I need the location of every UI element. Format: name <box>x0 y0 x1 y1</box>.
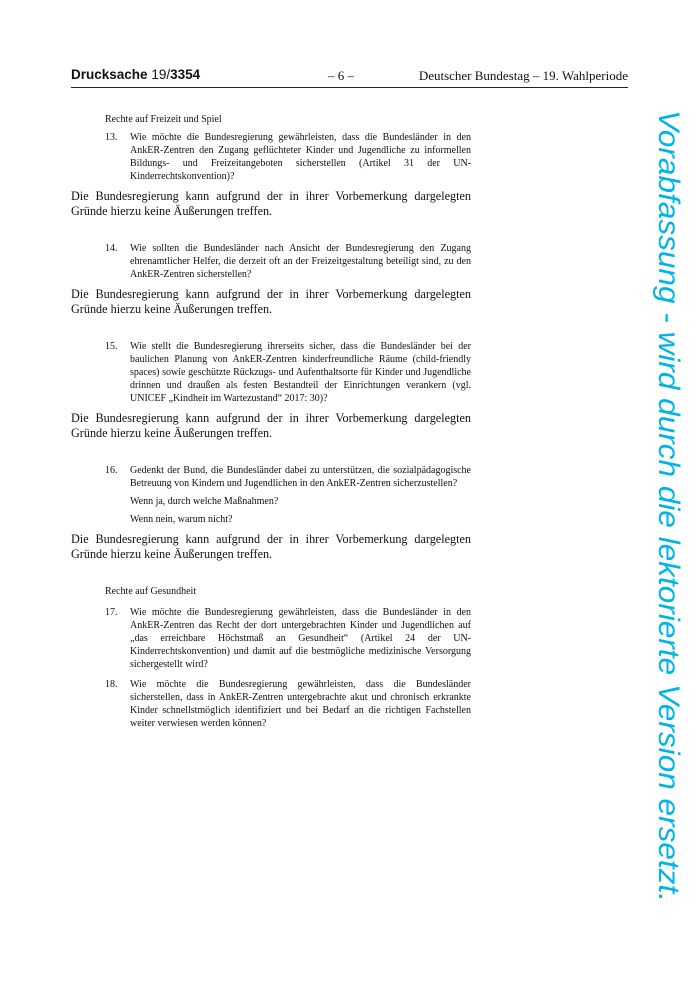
doc-number-prefix: 19/ <box>151 67 171 82</box>
answer-15: Die Bundesregierung kann aufgrund der in ihrer Vorbemerkung dargelegten Gründe hierzu keine Äußerungen treffen. <box>71 411 471 440</box>
doc-number: 3354 <box>170 67 201 82</box>
answer-14: Die Bundesregierung kann aufgrund der in ihrer Vorbemerkung dargelegten Gründe hierzu keine Äußerungen treffen. <box>71 287 471 316</box>
question-text: Wie sollten die Bundesländer nach Ansicht der Bundesregierung den Zugang ehrenamtlicher Helfer, die derzeit oft an der Freizeitgestaltung beteiligt sind, zu den AnkER-Zentren sicherstellen? <box>130 243 471 280</box>
page-header <box>71 67 628 88</box>
question-14 <box>71 242 471 281</box>
document-body <box>71 113 471 730</box>
section-heading: Rechte auf Freizeit und Spiel <box>105 114 222 125</box>
question-16 <box>71 464 471 526</box>
question-text: Wie möchte die Bundesregierung gewährleisten, dass die Bundesländer in den AnkER-Zentren das Recht der dort untergebrachten Kinder und Jugendlichen auf „das erreichbare Höchstmaß an Gesundheit“ (Artikel 24 der UN-Kinderrechtskonvention) und damit auf die bestmögliche medizinische Versorgung sichergestellt wird? <box>130 607 471 670</box>
question-13 <box>71 131 471 183</box>
watermark-text: Vorabfassung - wird durch die lektorierte Version ersetzt. <box>652 110 685 864</box>
section-heading: Rechte auf Gesundheit <box>105 586 197 597</box>
doc-label: Drucksache <box>71 67 148 82</box>
question-number: 18. <box>105 679 118 690</box>
document-number <box>71 67 200 82</box>
question-followup-yes: Wenn ja, durch welche Maßnahmen? <box>130 496 279 507</box>
publisher: Deutscher Bundestag – 19. Wahlperiode <box>418 68 628 83</box>
question-text: Wie möchte die Bundesregierung gewährleisten, dass die Bundesländer sicherstellen, dass in AnkER-Zentren untergebrachte akut und chronisch erkrankte Kinder schnellstmöglich identifiziert und bei Bedarf an die richtigen Fachstellen weiter verwiesen werden können? <box>130 679 471 729</box>
question-number: 17. <box>105 607 118 618</box>
question-number: 15. <box>105 341 118 352</box>
answer-16: Die Bundesregierung kann aufgrund der in ihrer Vorbemerkung dargelegten Gründe hierzu keine Äußerungen treffen. <box>71 532 471 561</box>
draft-watermark <box>649 110 689 905</box>
question-number: 14. <box>105 243 118 254</box>
page-number: – 6 – <box>328 68 354 83</box>
question-number: 13. <box>105 132 118 143</box>
question-text: Wie stellt die Bundesregierung ihrerseits sicher, dass die Bundesländer bei der baulichen Planung von AnkER-Zentren kinderfreundliche Räume (child-friendly spaces) sowie geschützte Rückzugs- und Aufenthaltsorte für Kinder und Jugendliche drinnen und draußen als festen Bestandteil der Einrichtungen verankern (vgl. UNICEF „Kindheit im Wartezustand“ 2017: 30)? <box>130 341 471 404</box>
question-text: Wie möchte die Bundesregierung gewährleisten, dass die Bundesländer in den AnkER-Zentren den Zugang geflüchteter Kinder und Jugendliche zu informellen Bildungs- und Freizeitangeboten sicherstellen (Artikel 31 der UN-Kinderrechtskonvention)? <box>130 132 471 182</box>
answer-13: Die Bundesregierung kann aufgrund der in ihrer Vorbemerkung dargelegten Gründe hierzu keine Äußerungen treffen. <box>71 189 471 218</box>
question-17 <box>71 606 471 671</box>
question-18 <box>71 678 471 730</box>
question-15 <box>71 340 471 405</box>
question-number: 16. <box>105 465 118 476</box>
question-followup-no: Wenn nein, warum nicht? <box>130 514 233 525</box>
question-text: Gedenkt der Bund, die Bundesländer dabei zu unterstützen, die sozialpädagogische Betreuung von Kindern und Jugendlichen in den AnkER-Zentren sicherzustellen? <box>130 465 471 489</box>
